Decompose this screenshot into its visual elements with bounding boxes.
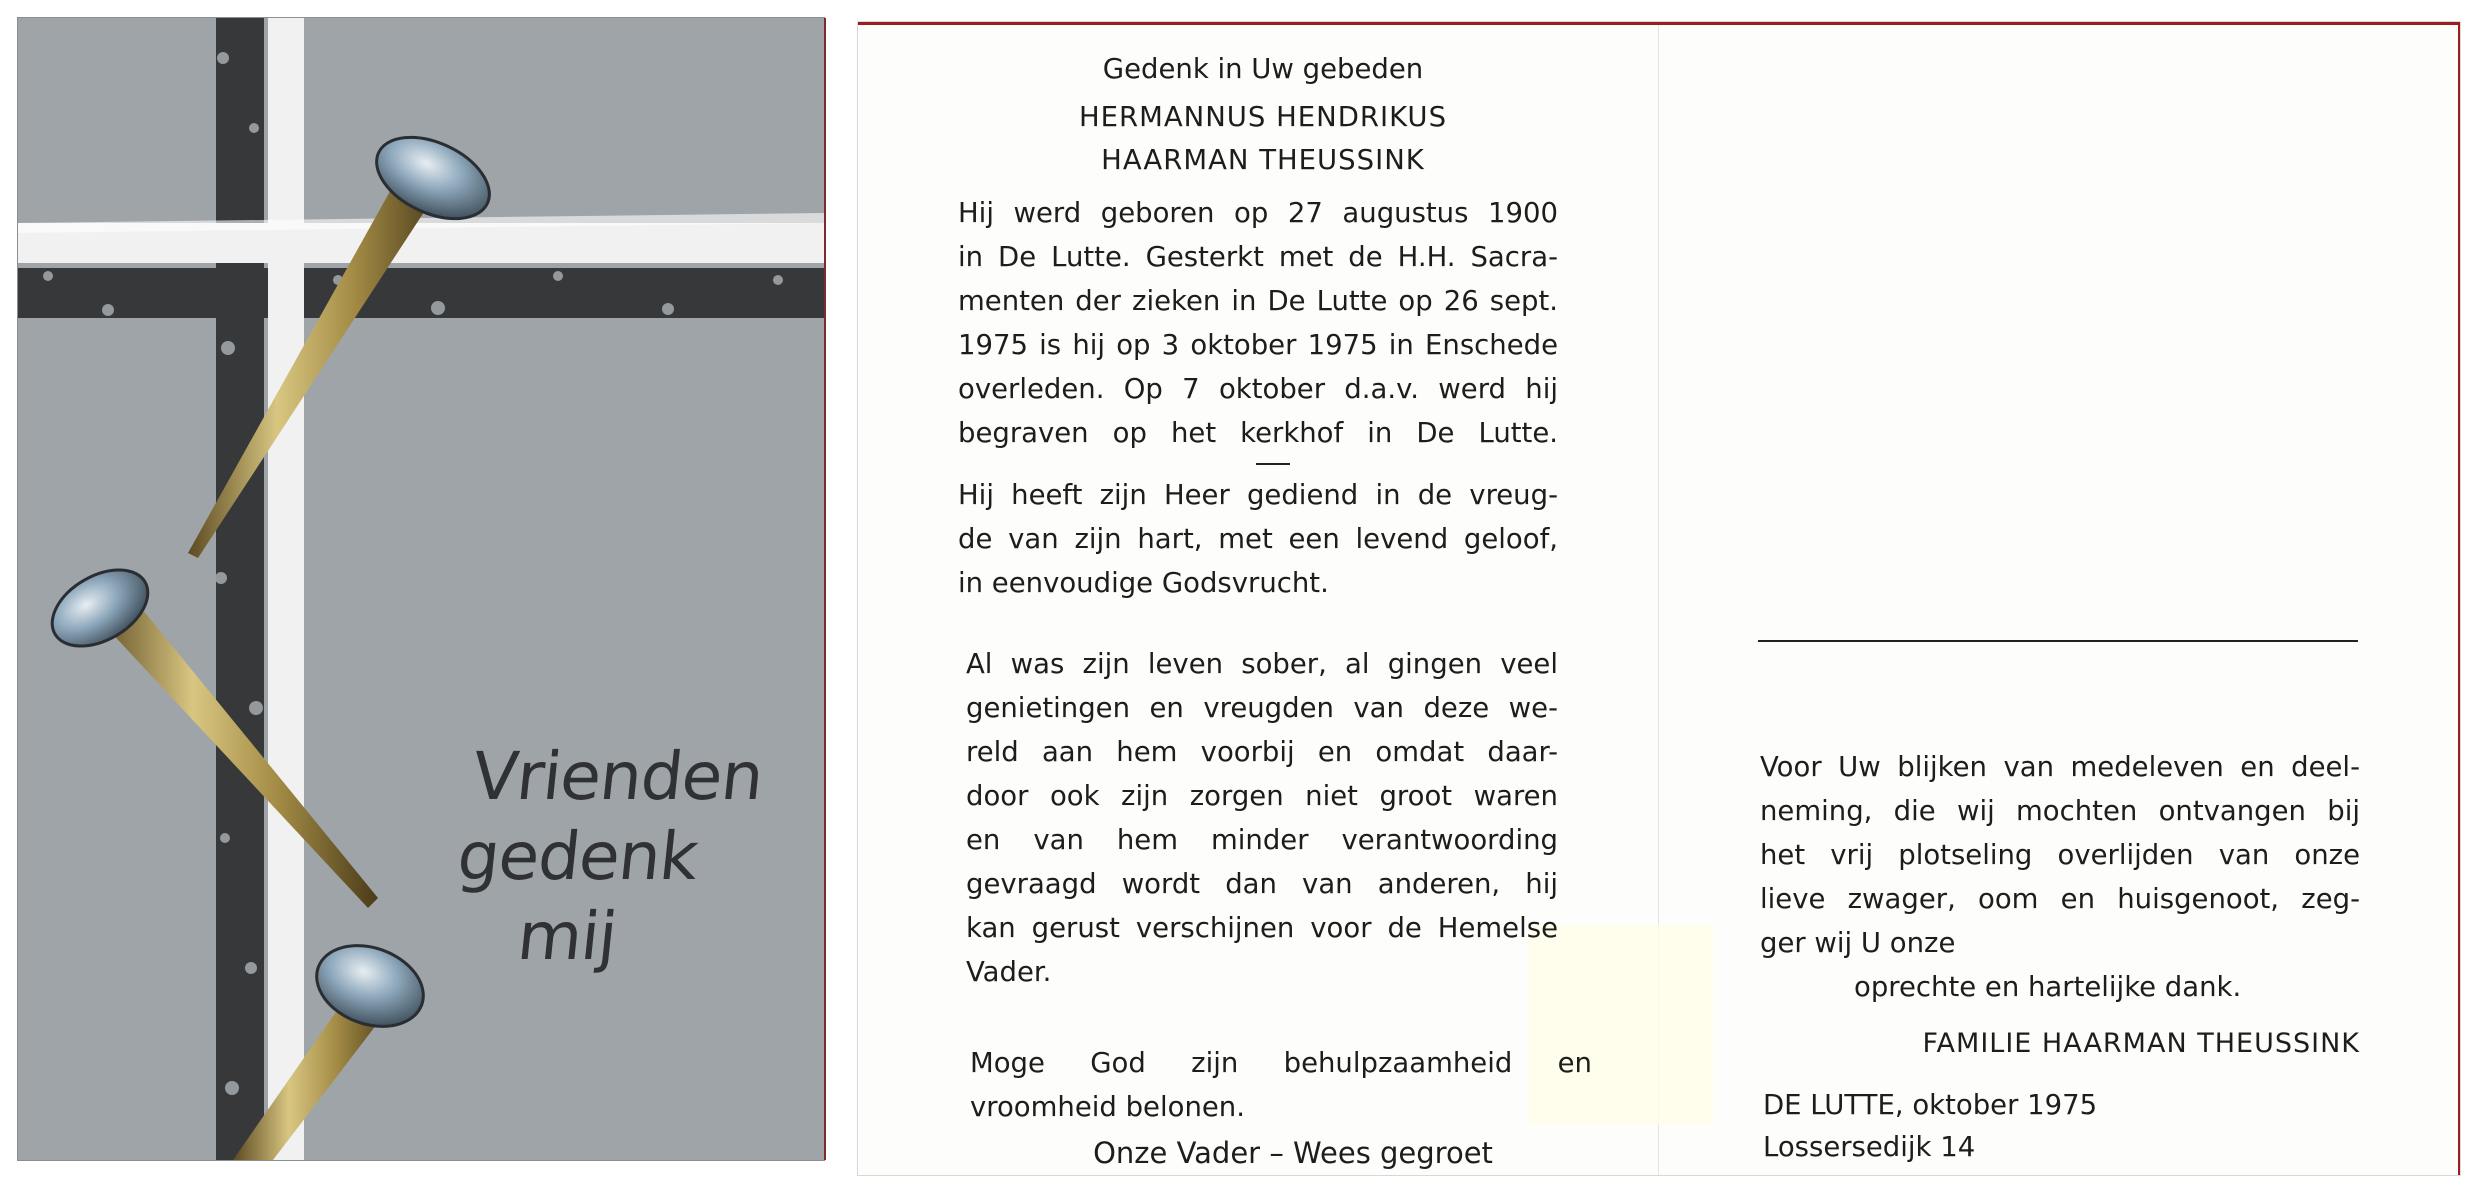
family-signature: FAMILIE HAARMAN THEUSSINK xyxy=(1922,1028,2360,1059)
blessing-line: vroomheid belonen. xyxy=(970,1091,1245,1123)
life-line: Al was zijn leven sober, al gingen veel xyxy=(966,648,1558,680)
nail-middle xyxy=(39,554,378,908)
bio-line: in De Lutte. Gesterkt met de H.H. Sacra- xyxy=(958,241,1558,273)
cover-motto-line-1: Vrienden xyxy=(468,738,767,815)
life-line: genietingen en vreugden van deze we- xyxy=(966,692,1558,724)
bio-line: begraven op het kerkhof in De Lutte. xyxy=(958,417,1558,449)
prayers-line: Onze Vader – Wees gegroet xyxy=(1093,1136,1493,1170)
bio-line: overleden. Op 7 oktober d.a.v. werd hij xyxy=(958,373,1558,405)
cross-vertical-light xyxy=(268,18,304,1160)
bio-line: Hij werd geboren op 27 augustus 1900 xyxy=(958,197,1558,229)
cross-horizontal-dark xyxy=(18,268,824,318)
prayer-heading: Gedenk in Uw gebeden xyxy=(1102,53,1424,85)
cross-and-nails-illustration xyxy=(18,18,824,1160)
life-line: gevraagd wordt dan van anderen, hij xyxy=(966,868,1558,900)
bio-line: 1975 is hij op 3 oktober 1975 in Enschede xyxy=(958,329,1558,361)
inside-spread xyxy=(858,22,2460,1175)
life-line: en van hem minder verantwoording xyxy=(966,824,1558,856)
cross-vertical-dark xyxy=(216,18,264,1160)
deceased-name-line-2: HAARMAN THEUSSINK xyxy=(1101,144,1425,176)
short-divider xyxy=(1256,463,1290,465)
life-line: kan gerust verschijnen voor de Hemelse xyxy=(966,912,1558,944)
tape-mark xyxy=(1528,925,1713,1125)
place-date: DE LUTTE, oktober 1975 xyxy=(1763,1089,2098,1121)
cover-motto-line-3: mij xyxy=(513,898,621,975)
faith-line: de van zijn hart, met een levend geloof, xyxy=(958,523,1558,555)
blessing-line: Moge God zijn behulpzaamheid en xyxy=(970,1047,1592,1079)
life-line: Vader. xyxy=(966,956,1052,988)
thanks-line: neming, die wij mochten ontvangen bij xyxy=(1760,795,2360,827)
thanks-line: ger wij U onze xyxy=(1760,927,1956,959)
thanks-line: het vrij plotseling overlijden van onze xyxy=(1760,839,2360,871)
front-cover xyxy=(18,18,824,1160)
signature-rule xyxy=(1758,640,2358,642)
thanks-line: Voor Uw blijken van medeleven en deel- xyxy=(1760,751,2360,783)
deceased-name-line-1: HERMANNUS HENDRIKUS xyxy=(1078,101,1448,133)
address: Lossersedijk 14 xyxy=(1763,1131,1976,1163)
thanks-closing: oprechte en hartelijke dank. xyxy=(1854,971,2242,1003)
bio-line: menten der zieken in De Lutte op 26 sept. xyxy=(958,285,1558,317)
faith-line: in eenvoudige Godsvrucht. xyxy=(958,567,1329,599)
life-line: door ook zijn zorgen niet groot waren xyxy=(966,780,1558,812)
cover-motto-line-2: gedenk xyxy=(453,818,702,895)
thanks-line: lieve zwager, oom en huisgenoot, zeg- xyxy=(1760,883,2360,915)
life-line: reld aan hem voorbij en omdat daar- xyxy=(966,736,1558,768)
faith-line: Hij heeft zijn Heer gediend in de vreug- xyxy=(958,479,1558,511)
